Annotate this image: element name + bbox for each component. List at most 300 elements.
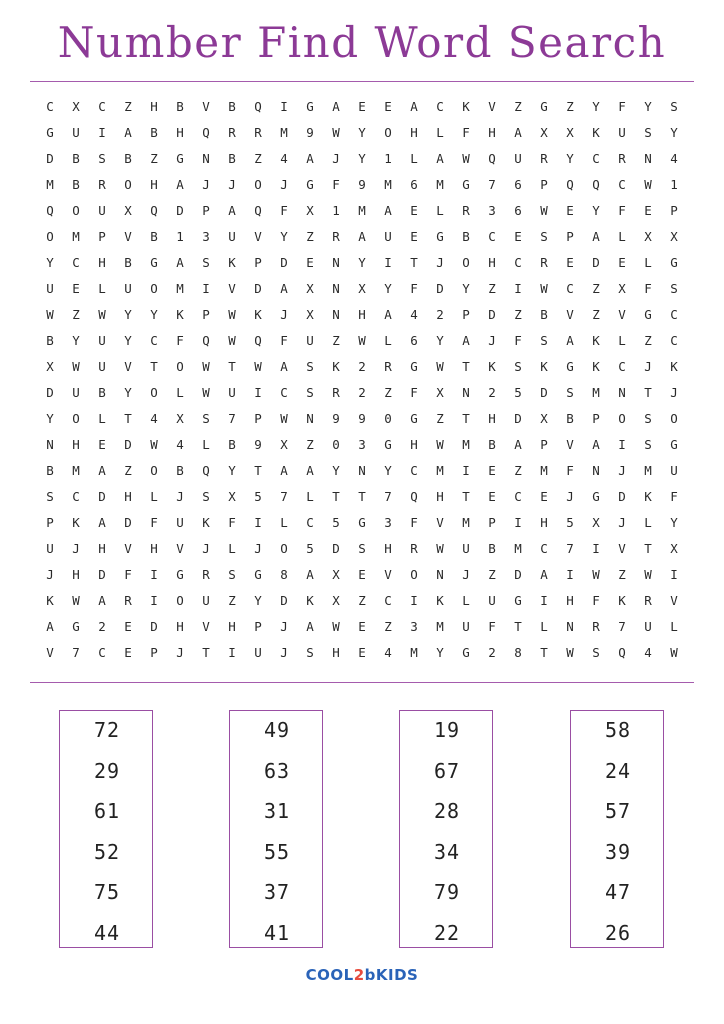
grid-cell: D <box>592 255 600 270</box>
grid-cell: I <box>566 567 574 582</box>
grid-cell: P <box>254 411 262 426</box>
grid-cell: E <box>358 99 366 114</box>
grid-cell: M <box>644 463 652 478</box>
grid-cell: G <box>306 99 314 114</box>
grid-cell: C <box>150 333 158 348</box>
word-item: 37 <box>263 880 291 904</box>
grid-cell: W <box>46 307 54 322</box>
grid-cell: Y <box>462 281 470 296</box>
grid-cell: E <box>514 229 522 244</box>
grid-cell: W <box>332 125 340 140</box>
grid-cell: S <box>306 645 314 660</box>
grid-cell: W <box>644 567 652 582</box>
grid-cell: P <box>202 307 210 322</box>
grid-cell: N <box>332 307 340 322</box>
grid-cell: L <box>176 385 184 400</box>
grid-cell: P <box>254 619 262 634</box>
grid-cell: J <box>176 489 184 504</box>
grid-cell: B <box>462 229 470 244</box>
grid-cell: C <box>72 489 80 504</box>
grid-cell: G <box>384 437 392 452</box>
grid-cell: L <box>306 489 314 504</box>
grid-cell: A <box>280 359 288 374</box>
grid-cell: 5 <box>254 489 262 504</box>
grid-cell: N <box>592 463 600 478</box>
grid-cell: F <box>644 281 652 296</box>
grid-cell: Q <box>254 203 262 218</box>
grid-cell: U <box>514 151 522 166</box>
grid-cell: A <box>98 515 106 530</box>
grid-cell: 9 <box>306 125 314 140</box>
grid-cell: C <box>280 385 288 400</box>
grid-cell: B <box>72 151 80 166</box>
grid-cell: 6 <box>514 203 522 218</box>
grid-cell: S <box>670 281 678 296</box>
grid-cell: E <box>644 203 652 218</box>
word-box-2 <box>229 710 323 948</box>
grid-cell: D <box>332 541 340 556</box>
grid-cell: U <box>306 333 314 348</box>
grid-cell: G <box>306 177 314 192</box>
grid-cell: E <box>410 203 418 218</box>
grid-cell: M <box>462 437 470 452</box>
grid-cell: 3 <box>488 203 496 218</box>
grid-cell: 1 <box>332 203 340 218</box>
grid-cell: Q <box>592 177 600 192</box>
grid-cell: U <box>618 125 626 140</box>
grid-cell: F <box>332 177 340 192</box>
grid-cell: A <box>124 125 132 140</box>
grid-cell: I <box>202 281 210 296</box>
grid-cell: Z <box>514 99 522 114</box>
grid-cell: I <box>514 281 522 296</box>
brand-logo <box>0 966 724 984</box>
grid-cell: E <box>384 99 392 114</box>
grid-cell: T <box>124 411 132 426</box>
grid-cell: G <box>358 515 366 530</box>
grid-cell: U <box>462 541 470 556</box>
grid-cell: D <box>254 281 262 296</box>
grid-cell: L <box>202 437 210 452</box>
grid-cell: X <box>618 281 626 296</box>
grid-cell: E <box>566 255 574 270</box>
grid-cell: F <box>566 463 574 478</box>
grid-cell: T <box>150 359 158 374</box>
grid-cell: I <box>254 385 262 400</box>
word-item: 55 <box>263 839 291 864</box>
grid-cell: K <box>306 593 314 608</box>
grid-cell: S <box>540 333 548 348</box>
grid-cell: B <box>150 125 158 140</box>
grid-cell: U <box>202 593 210 608</box>
grid-cell: K <box>332 359 340 374</box>
word-item: 41 <box>263 920 291 945</box>
grid-cell: 2 <box>488 385 496 400</box>
grid-cell: M <box>384 177 392 192</box>
grid-cell: C <box>670 333 678 348</box>
word-box-4 <box>570 710 664 948</box>
grid-cell: V <box>384 567 392 582</box>
grid-cell: W <box>150 437 158 452</box>
grid-cell: N <box>332 255 340 270</box>
grid-cell: N <box>566 619 574 634</box>
grid-cell: Y <box>358 151 366 166</box>
grid-cell: 9 <box>358 177 366 192</box>
grid-cell: C <box>592 151 600 166</box>
grid-cell: G <box>176 567 184 582</box>
grid-cell: C <box>98 99 106 114</box>
word-box-1 <box>59 710 153 948</box>
grid-cell: E <box>410 229 418 244</box>
grid-cell: X <box>358 281 366 296</box>
grid-cell: R <box>384 359 392 374</box>
grid-cell: J <box>202 541 210 556</box>
grid-cell: L <box>670 619 678 634</box>
grid-cell: C <box>618 177 626 192</box>
grid-cell: V <box>124 541 132 556</box>
grid-cell: R <box>332 385 340 400</box>
grid-cell: U <box>98 333 106 348</box>
grid-cell: Z <box>332 333 340 348</box>
grid-cell: A <box>566 333 574 348</box>
grid-cell: R <box>202 567 210 582</box>
grid-cell: 7 <box>618 619 626 634</box>
grid-cell: D <box>98 567 106 582</box>
grid-cell: X <box>280 437 288 452</box>
grid-cell: J <box>72 541 80 556</box>
grid-cell: 3 <box>410 619 418 634</box>
grid-cell: T <box>332 489 340 504</box>
grid-cell: V <box>176 541 184 556</box>
grid-cell: D <box>514 411 522 426</box>
grid-cell: I <box>410 593 418 608</box>
grid-cell: J <box>280 619 288 634</box>
grid-cell: K <box>644 489 652 504</box>
grid-cell: H <box>176 125 184 140</box>
grid-cell: E <box>488 463 496 478</box>
grid-cell: F <box>410 385 418 400</box>
grid-cell: B <box>228 151 236 166</box>
grid-cell: A <box>358 229 366 244</box>
grid-cell: G <box>462 177 470 192</box>
grid-cell: E <box>124 645 132 660</box>
grid-cell: 4 <box>150 411 158 426</box>
grid-cell: I <box>98 125 106 140</box>
grid-cell: A <box>514 125 522 140</box>
grid-cell: 4 <box>176 437 184 452</box>
grid-cell: A <box>540 567 548 582</box>
grid-cell: S <box>306 385 314 400</box>
grid-cell: Z <box>436 411 444 426</box>
grid-cell: O <box>72 203 80 218</box>
grid-cell: W <box>592 567 600 582</box>
grid-cell: 6 <box>410 177 418 192</box>
grid-cell: A <box>332 99 340 114</box>
grid-cell: P <box>150 645 158 660</box>
grid-cell: C <box>618 359 626 374</box>
grid-cell: U <box>254 645 262 660</box>
grid-cell: A <box>280 463 288 478</box>
grid-cell: Z <box>72 307 80 322</box>
grid-cell: F <box>618 99 626 114</box>
grid-cell: A <box>410 99 418 114</box>
grid-cell: X <box>332 593 340 608</box>
grid-cell: V <box>436 515 444 530</box>
grid-cell: Y <box>384 463 392 478</box>
grid-cell: S <box>566 385 574 400</box>
grid-cell: R <box>410 541 418 556</box>
grid-cell: Y <box>358 125 366 140</box>
grid-cell: R <box>462 203 470 218</box>
grid-cell: E <box>540 489 548 504</box>
grid-cell: Y <box>124 333 132 348</box>
grid-cell: T <box>410 255 418 270</box>
grid-cell: W <box>540 203 548 218</box>
grid-cell: D <box>280 593 288 608</box>
grid-cell: O <box>462 255 470 270</box>
grid-cell: Z <box>150 151 158 166</box>
grid-cell: J <box>566 489 574 504</box>
grid-cell: A <box>384 307 392 322</box>
grid-cell: 5 <box>306 541 314 556</box>
grid-cell: T <box>358 489 366 504</box>
grid-cell: J <box>46 567 54 582</box>
grid-cell: J <box>280 307 288 322</box>
grid-cell: J <box>618 515 626 530</box>
grid-cell: C <box>514 489 522 504</box>
grid-cell: S <box>592 645 600 660</box>
grid-cell: G <box>150 255 158 270</box>
grid-cell: G <box>670 255 678 270</box>
grid-cell: P <box>488 515 496 530</box>
grid-cell: Z <box>488 567 496 582</box>
grid-cell: K <box>488 359 496 374</box>
grid-cell: K <box>436 593 444 608</box>
grid-cell: Q <box>202 125 210 140</box>
grid-cell: H <box>384 541 392 556</box>
grid-cell: O <box>670 411 678 426</box>
grid-cell: E <box>124 619 132 634</box>
grid-cell: B <box>124 255 132 270</box>
grid-cell: L <box>384 333 392 348</box>
grid-cell: E <box>72 281 80 296</box>
grid-cell: D <box>150 619 158 634</box>
word-box-3 <box>399 710 493 948</box>
grid-cell: Q <box>618 645 626 660</box>
logo-text-kids: bKIDS <box>364 966 419 984</box>
grid-cell: M <box>72 229 80 244</box>
grid-cell: W <box>228 333 236 348</box>
grid-cell: C <box>540 541 548 556</box>
grid-cell: K <box>46 593 54 608</box>
grid-cell: W <box>72 359 80 374</box>
grid-cell: K <box>228 255 236 270</box>
grid-cell: B <box>46 333 54 348</box>
grid-cell: 7 <box>280 489 288 504</box>
grid-cell: H <box>72 437 80 452</box>
grid-cell: J <box>462 567 470 582</box>
grid-cell: Z <box>644 333 652 348</box>
grid-cell: S <box>644 437 652 452</box>
grid-cell: O <box>150 281 158 296</box>
grid-cell: Z <box>228 593 236 608</box>
grid-cell: C <box>306 515 314 530</box>
grid-cell: O <box>254 177 262 192</box>
grid-cell: Y <box>72 333 80 348</box>
grid-cell: M <box>410 645 418 660</box>
grid-cell: M <box>462 515 470 530</box>
grid-cell: W <box>540 281 548 296</box>
grid-cell: E <box>358 619 366 634</box>
grid-cell: H <box>410 437 418 452</box>
grid-cell: I <box>618 437 626 452</box>
grid-cell: R <box>540 255 548 270</box>
grid-cell: H <box>176 619 184 634</box>
grid-cell: R <box>644 593 652 608</box>
grid-cell: X <box>670 541 678 556</box>
grid-cell: I <box>228 645 236 660</box>
word-item: 34 <box>433 839 461 864</box>
grid-cell: G <box>462 645 470 660</box>
grid-cell: H <box>150 541 158 556</box>
grid-cell: J <box>670 385 678 400</box>
grid-cell: D <box>46 385 54 400</box>
grid-cell: H <box>124 489 132 504</box>
grid-cell: Z <box>566 99 574 114</box>
grid-cell: S <box>202 411 210 426</box>
grid-cell: W <box>436 541 444 556</box>
grid-cell: S <box>46 489 54 504</box>
grid-cell: K <box>176 307 184 322</box>
grid-cell: T <box>514 619 522 634</box>
grid-cell: L <box>540 619 548 634</box>
grid-cell: L <box>150 489 158 504</box>
grid-cell: U <box>46 541 54 556</box>
grid-cell: T <box>540 645 548 660</box>
grid-cell: Z <box>254 151 262 166</box>
grid-cell: O <box>124 177 132 192</box>
grid-cell: F <box>410 515 418 530</box>
grid-cell: 0 <box>384 411 392 426</box>
grid-cell: S <box>202 489 210 504</box>
grid-cell: X <box>228 489 236 504</box>
grid-cell: M <box>436 463 444 478</box>
grid-cell: S <box>514 359 522 374</box>
grid-cell: A <box>280 281 288 296</box>
grid-cell: O <box>150 385 158 400</box>
grid-cell: S <box>540 229 548 244</box>
grid-cell: V <box>228 281 236 296</box>
grid-cell: P <box>46 515 54 530</box>
grid-cell: 6 <box>514 177 522 192</box>
grid-cell: Q <box>488 151 496 166</box>
grid-cell: C <box>488 229 496 244</box>
grid-cell: F <box>124 567 132 582</box>
grid-cell: 2 <box>436 307 444 322</box>
grid-cell: O <box>176 593 184 608</box>
grid-cell: 7 <box>384 489 392 504</box>
grid-cell: G <box>670 437 678 452</box>
grid-cell: B <box>150 229 158 244</box>
grid-cell: K <box>462 99 470 114</box>
grid-cell: N <box>202 151 210 166</box>
grid-cell: Y <box>46 255 54 270</box>
grid-cell: R <box>254 125 262 140</box>
grid-cell: B <box>176 99 184 114</box>
grid-cell: 1 <box>384 151 392 166</box>
grid-cell: W <box>72 593 80 608</box>
grid-cell: B <box>540 307 548 322</box>
grid-cell: G <box>514 593 522 608</box>
grid-cell: V <box>202 99 210 114</box>
grid-cell: H <box>228 619 236 634</box>
grid-cell: A <box>384 203 392 218</box>
grid-cell: W <box>254 359 262 374</box>
grid-cell: Y <box>124 385 132 400</box>
word-item: 22 <box>433 920 461 945</box>
grid-cell: H <box>358 307 366 322</box>
grid-cell: Q <box>410 489 418 504</box>
grid-cell: O <box>618 411 626 426</box>
grid-cell: W <box>228 307 236 322</box>
grid-cell: R <box>332 229 340 244</box>
grid-cell: Q <box>254 99 262 114</box>
word-item: 44 <box>93 920 121 945</box>
grid-cell: S <box>306 359 314 374</box>
grid-cell: O <box>410 567 418 582</box>
grid-cell: Z <box>618 567 626 582</box>
grid-cell: V <box>488 99 496 114</box>
grid-cell: Y <box>228 463 236 478</box>
grid-cell: C <box>566 281 574 296</box>
grid-cell: A <box>306 463 314 478</box>
word-item: 52 <box>93 839 121 864</box>
grid-cell: A <box>592 437 600 452</box>
page-title: Number Find Word Search <box>57 18 667 67</box>
grid-cell: L <box>98 281 106 296</box>
grid-cell: G <box>644 307 652 322</box>
grid-cell: Y <box>644 99 652 114</box>
grid-cell: A <box>228 203 236 218</box>
grid-cell: B <box>566 411 574 426</box>
grid-cell: Z <box>514 463 522 478</box>
grid-cell: S <box>670 99 678 114</box>
grid-cell: N <box>358 463 366 478</box>
grid-cell: A <box>462 333 470 348</box>
grid-cell: F <box>592 593 600 608</box>
grid-cell: K <box>618 593 626 608</box>
grid-cell: X <box>332 567 340 582</box>
grid-cell: Q <box>202 463 210 478</box>
grid-cell: N <box>644 151 652 166</box>
grid-cell: Z <box>592 307 600 322</box>
grid-cell: 5 <box>332 515 340 530</box>
grid-cell: 4 <box>384 645 392 660</box>
grid-cell: Z <box>384 619 392 634</box>
grid-cell: L <box>98 411 106 426</box>
grid-cell: M <box>72 463 80 478</box>
grid-cell: F <box>618 203 626 218</box>
grid-cell: H <box>436 489 444 504</box>
grid-cell: 0 <box>332 437 340 452</box>
grid-cell: W <box>436 437 444 452</box>
word-item: 24 <box>604 758 632 783</box>
grid-cell: Y <box>358 255 366 270</box>
grid-cell: C <box>410 463 418 478</box>
grid-cell: Z <box>306 437 314 452</box>
grid-cell: D <box>98 489 106 504</box>
grid-cell: F <box>280 333 288 348</box>
